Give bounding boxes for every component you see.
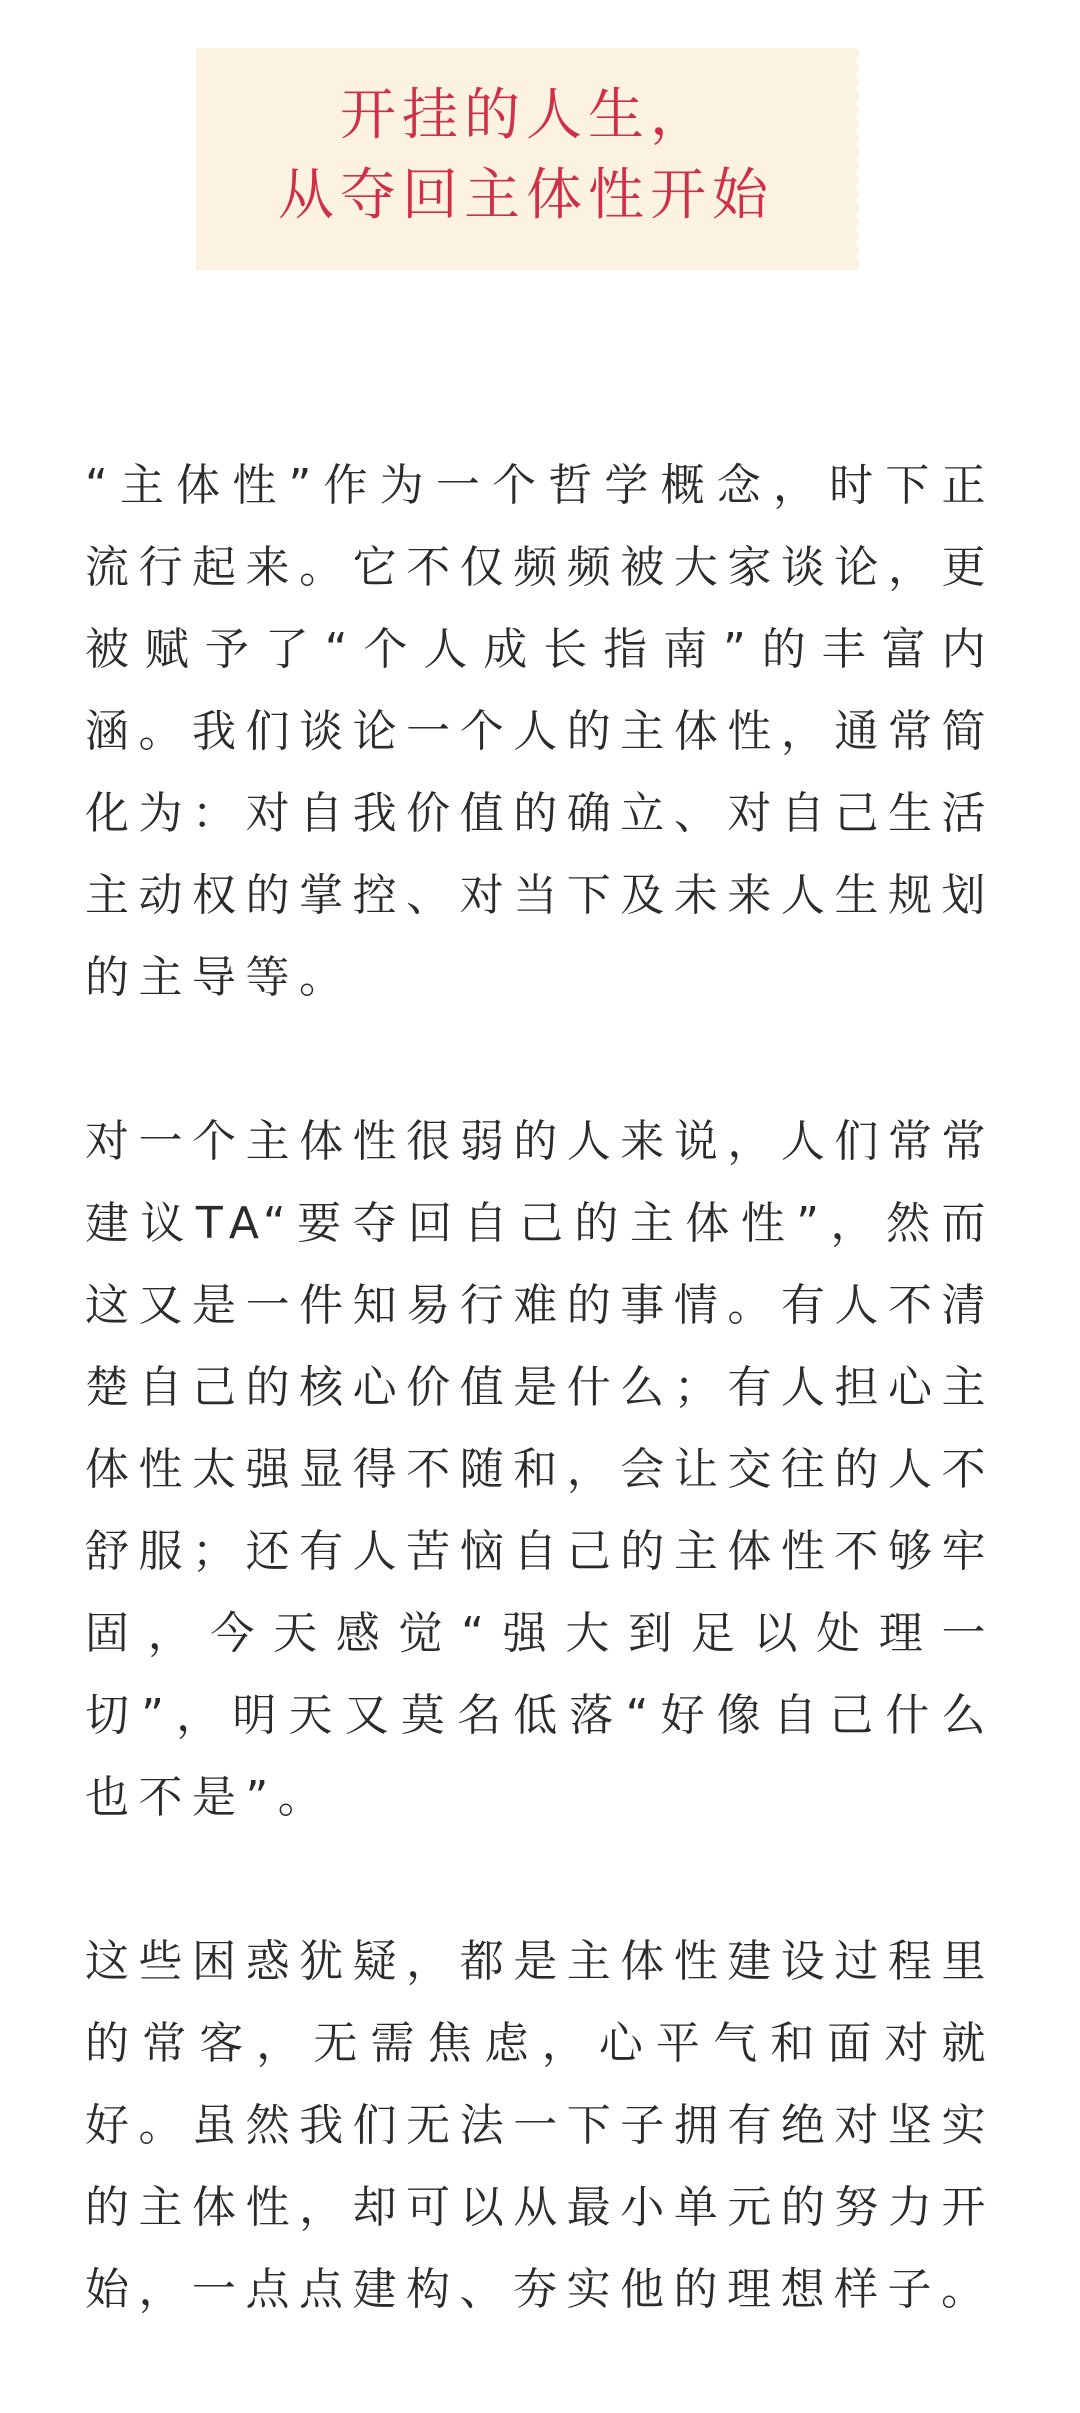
paragraph-1: “主体性”作为一个哲学概念，时下正流行起来。它不仅频频被大家谈论，更被赋予了“个人成长指南”的丰富内涵。我们谈论一个人的主体性，通常简化为：对自我价值的确立、对自己生活主动权的掌控、对当下及未来人生规划的主导等。: [85, 460, 995, 1003]
paragraph-3: 这些困惑犹疑，都是主体性建设过程里的常客，无需焦虑，心平气和面对就好。虽然我们无法一下子拥有绝对坚实的主体性，却可以从最小单元的努力开始，一点点建构、夯实他的理想样子。: [85, 1936, 995, 2315]
title-line-2: 从夺回主体性开始: [278, 163, 774, 228]
article-body: [85, 445, 995, 2413]
title-banner: [196, 48, 856, 270]
title-line-1: 开挂的人生，: [340, 83, 712, 148]
paragraph-2: 对一个主体性很弱的人来说，人们常常建议TA“要夺回自己的主体性”，然而这又是一件知易行难的事情。有人不清楚自己的核心价值是什么；有人担心主体性太强显得不随和，会让交往的人不舒服；还有人苦恼自己的主体性不够牢固，今天感觉“强大到足以处理一切”，明天又莫名低落“好像自己什么也不是”。: [85, 1116, 995, 1823]
